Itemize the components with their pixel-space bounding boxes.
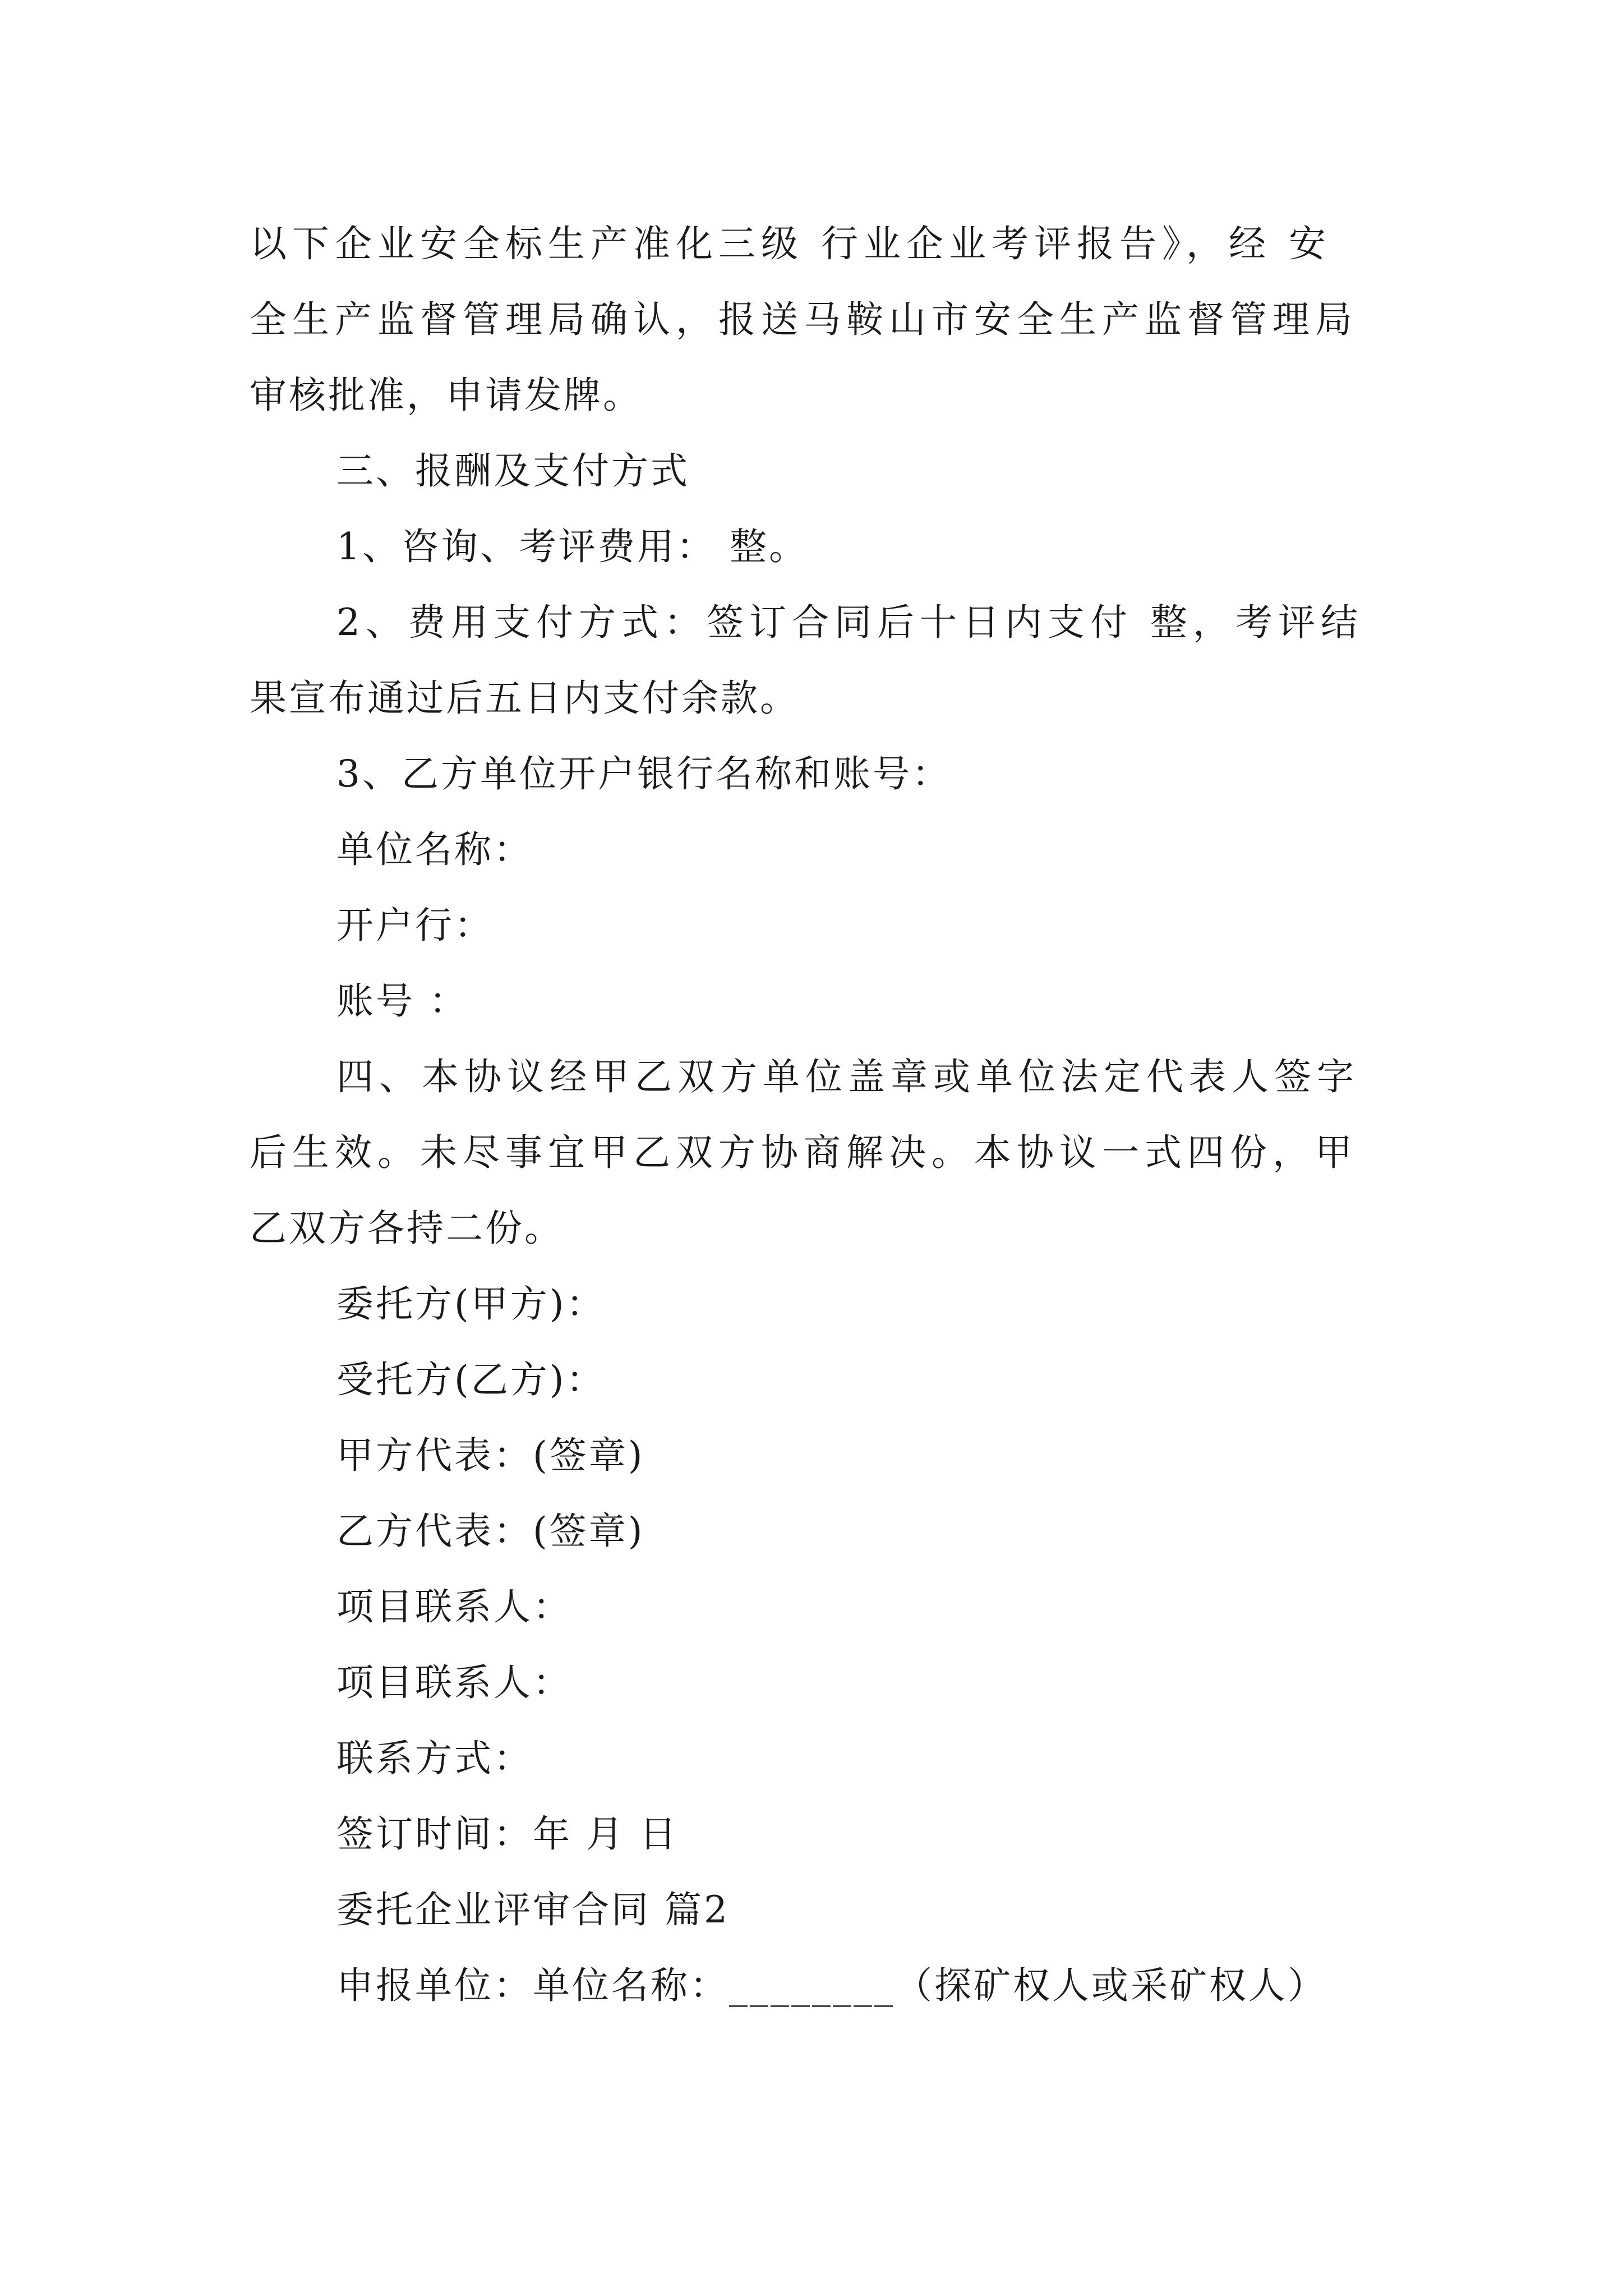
field-label: 项目联系人： [336, 1585, 572, 1628]
field-label: 甲方代表：(签章) [336, 1434, 645, 1477]
paragraph-line: 全生产监督管理局确认，报送马鞍山市安全生产监督管理局 [250, 298, 1358, 341]
section-heading: 委托企业评审合同 篇2 [336, 1888, 730, 1931]
field-label: 项目联系人： [336, 1661, 572, 1704]
paragraph-line: 申报单位：单位名称：________（探矿权人或采矿权人） [336, 1964, 1327, 2007]
paragraph-line: 以下企业安全标生产准化三级 行业企业考评报告》，经 安 [250, 222, 1331, 265]
field-label: 账号 ： [336, 979, 468, 1023]
paragraph-line: 审核批准，申请发牌。 [250, 374, 642, 417]
section-heading: 四、本协议经甲乙双方单位盖章或单位法定代表人签字 [336, 1055, 1359, 1098]
field-label: 乙方代表：(签章) [336, 1510, 645, 1553]
paragraph-line: 3、乙方单位开户银行名称和账号： [336, 752, 951, 795]
paragraph-line: 2、费用支付方式：签订合同后十日内支付 整，考评结 [336, 601, 1363, 644]
section-heading: 三、报酬及支付方式 [336, 449, 690, 493]
field-label: 签订时间：年 月 日 [336, 1812, 679, 1856]
paragraph-line: 果宣布通过后五日内支付余款。 [250, 677, 799, 720]
paragraph-line: 乙双方各持二份。 [250, 1207, 564, 1250]
field-label: 受托方(乙方)： [336, 1358, 606, 1401]
paragraph-line: 1、咨询、考评费用： 整。 [336, 525, 808, 568]
paragraph-line: 后生效。未尽事宜甲乙双方协商解决。本协议一式四份，甲 [250, 1131, 1358, 1174]
field-label: 开户行： [336, 904, 494, 947]
field-label: 联系方式： [336, 1737, 533, 1780]
field-label: 委托方(甲方)： [336, 1282, 606, 1326]
field-label: 单位名称： [336, 828, 533, 871]
